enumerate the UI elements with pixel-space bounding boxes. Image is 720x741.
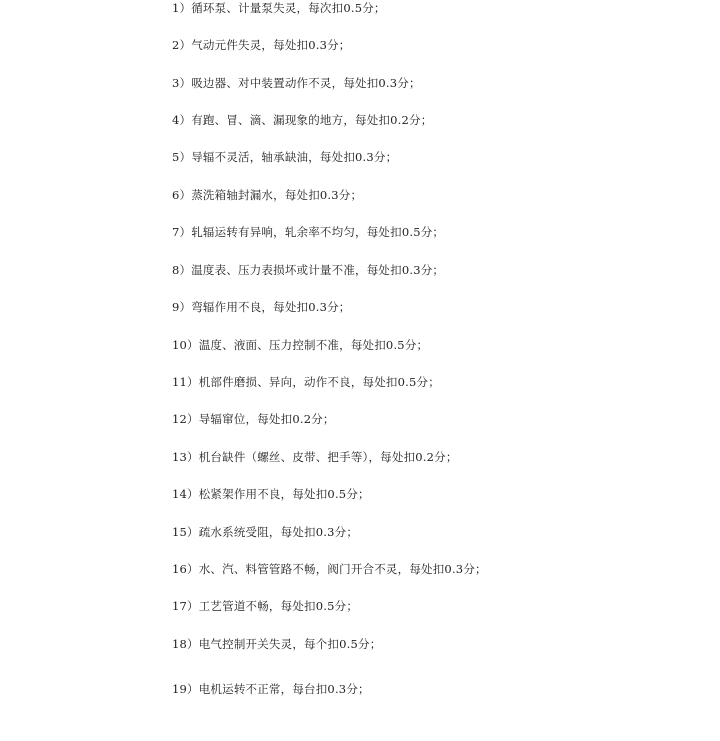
item-number: 10）	[172, 338, 199, 352]
item-text: 温度表、压力表损坏或计量不准，每处扣0.3分；	[191, 263, 445, 277]
item-number: 6）	[172, 188, 192, 202]
list-item	[172, 681, 370, 697]
item-number: 5）	[172, 150, 192, 164]
list-item	[172, 37, 351, 53]
item-number: 19）	[172, 682, 199, 696]
item-number: 1）	[172, 1, 192, 15]
item-text: 松紧架作用不良，每处扣0.5分；	[198, 487, 370, 501]
item-number: 3）	[172, 76, 192, 90]
item-number: 17）	[172, 599, 199, 613]
item-text: 机台缺件（螺丝、皮带、把手等），每处扣0.2分；	[198, 450, 458, 464]
item-number: 7）	[172, 225, 192, 239]
list-item	[172, 262, 444, 278]
list-item	[172, 411, 335, 427]
list-item	[172, 486, 370, 502]
list-item	[172, 112, 432, 128]
item-number: 12）	[172, 412, 199, 426]
list-item	[172, 224, 444, 240]
list-item	[172, 75, 421, 91]
item-text: 弯辐作用不良，每处扣0.3分；	[191, 300, 351, 314]
item-text: 电气控制开关失灵，每个扣0.5分；	[198, 637, 382, 651]
item-number: 14）	[172, 487, 199, 501]
list-item	[172, 449, 458, 465]
item-text: 导辐窜位，每处扣0.2分；	[198, 412, 335, 426]
list-item	[172, 636, 381, 652]
list-item	[172, 149, 397, 165]
item-text: 疏水系统受阻，每处扣0.3分；	[198, 525, 359, 539]
list-item	[172, 524, 358, 540]
item-number: 15）	[172, 525, 199, 539]
item-number: 8）	[172, 263, 192, 277]
item-text: 蒸洗箱轴封漏水，每处扣0.3分；	[191, 188, 363, 202]
list-item	[172, 187, 362, 203]
list-item	[172, 337, 428, 353]
item-number: 13）	[172, 450, 199, 464]
item-text: 电机运转不正常，每台扣0.3分；	[198, 682, 370, 696]
item-text: 轧辐运转有异响，轧余率不均匀，每处扣0.5分；	[191, 225, 445, 239]
list-item	[172, 561, 487, 577]
item-text: 循环泵、计量泵失灵，每次扣0.5分；	[191, 1, 386, 15]
list-item	[172, 374, 440, 390]
item-text: 工艺管道不畅，每处扣0.5分；	[198, 599, 359, 613]
item-number: 9）	[172, 300, 192, 314]
item-text: 有跑、冒、滴、漏现象的地方，每处扣0.2分；	[191, 113, 433, 127]
item-text: 温度、液面、压力控制不准，每处扣0.5分；	[198, 338, 429, 352]
item-text: 机部件磨损、异向，动作不良，每处扣0.5分；	[198, 375, 440, 389]
list-item	[172, 299, 351, 315]
item-number: 2）	[172, 38, 192, 52]
item-number: 4）	[172, 113, 192, 127]
item-number: 11）	[172, 375, 199, 389]
item-text: 水、汽、料管管路不畅，阀门开合不灵，每处扣0.3分；	[198, 562, 487, 576]
item-text: 吸边器、对中装置动作不灵，每处扣0.3分；	[191, 76, 421, 90]
list-item	[172, 598, 358, 614]
item-text: 气动元件失灵，每处扣0.3分；	[191, 38, 351, 52]
item-text: 导辐不灵活，轴承缺油，每处扣0.3分；	[191, 150, 398, 164]
item-number: 18）	[172, 637, 199, 651]
list-item	[172, 0, 386, 16]
item-number: 16）	[172, 562, 199, 576]
